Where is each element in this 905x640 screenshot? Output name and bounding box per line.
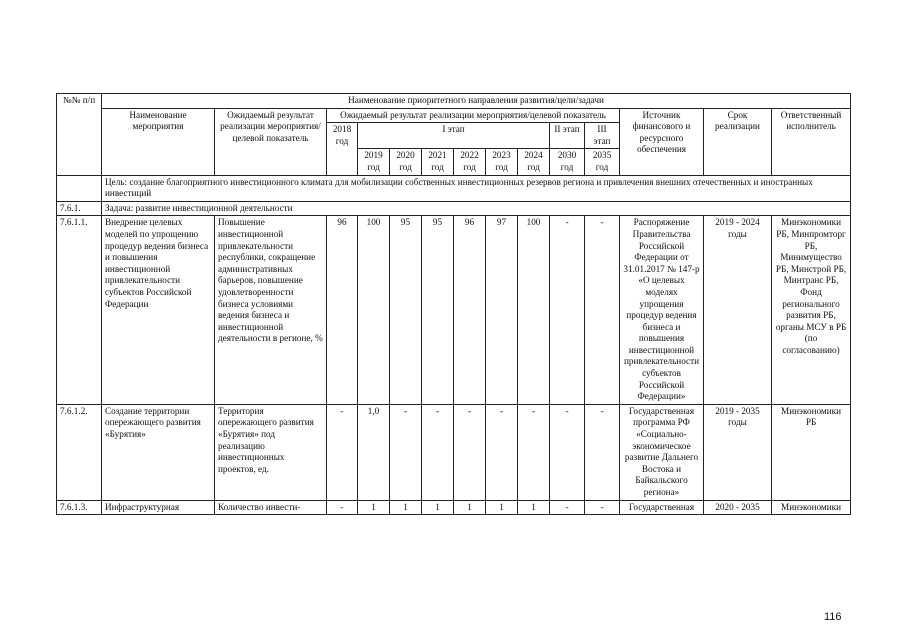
row-value: 1 [518, 500, 550, 515]
row-value: 100 [518, 216, 550, 405]
row-value: 1 [422, 500, 454, 515]
row-value: 95 [390, 216, 422, 405]
row-result: Территория опережающего развития «Бурятия» под реализацию инвестиционных проектов, ед. [215, 404, 327, 500]
header-expected-by-stage: Ожидаемый результат реализации мероприятия/целевой показатель [327, 108, 620, 123]
row-value: 96 [454, 216, 486, 405]
row-num: 7.6.1.2. [57, 404, 102, 500]
header-year: 2022 год [454, 149, 486, 175]
header-expected-result: Ожидаемый результат реализации мероприятия/целевой показатель [215, 108, 327, 175]
row-value: 95 [422, 216, 454, 405]
table-row [57, 500, 851, 515]
header-year: 2020 год [390, 149, 422, 175]
row-responsible: Минэкономики [772, 500, 851, 515]
header-year: 2019 год [358, 149, 390, 175]
header-year: 2021 год [422, 149, 454, 175]
row-value: - [585, 216, 620, 405]
row-responsible: Минэкономики РБ [772, 404, 851, 500]
goal-row [57, 175, 851, 201]
goal-num-cell [57, 175, 102, 201]
row-value: 96 [327, 216, 358, 405]
header-term: Срок реализации [704, 108, 772, 175]
row-source: Государственная [620, 500, 704, 515]
header-source: Источник финансового и ресурсного обеспечения [620, 108, 704, 175]
header-year: 2035 год [585, 149, 620, 175]
row-value: 97 [486, 216, 518, 405]
row-value: - [422, 404, 454, 500]
row-value: 1 [390, 500, 422, 515]
header-row-1 [57, 94, 851, 109]
header-year-2018: 2018 год [327, 123, 358, 175]
page-number: 116 [824, 611, 842, 623]
table-row [57, 216, 851, 405]
row-value: - [550, 500, 585, 515]
header-event-name: Наименование мероприятия [102, 108, 215, 175]
header-stage-1: I этап [358, 123, 550, 149]
header-num: №№ п/п [57, 94, 102, 176]
row-num: 7.6.1.1. [57, 216, 102, 405]
header-stage-2: II этап [550, 123, 585, 149]
row-term: 2019 - 2024 годы [704, 216, 772, 405]
row-event-name: Создание территории опережающего развития «Бурятия» [102, 404, 215, 500]
goal-text: Цель: создание благоприятного инвестиционного климата для мобилизации собственных инвестиционных резервов региона и привлечения внешних отечественных и иностранных инвестиций [102, 175, 851, 201]
row-value: 1 [486, 500, 518, 515]
row-value: 1 [358, 500, 390, 515]
header-year: 2023 год [486, 149, 518, 175]
row-value: - [518, 404, 550, 500]
row-value: - [327, 500, 358, 515]
header-row-2 [57, 108, 851, 123]
header-stage-3: III этап [585, 123, 620, 149]
row-value: - [327, 404, 358, 500]
row-value: - [550, 216, 585, 405]
row-value: - [585, 404, 620, 500]
row-result: Количество инвести- [215, 500, 327, 515]
row-term: 2019 - 2035 годы [704, 404, 772, 500]
row-value: - [390, 404, 422, 500]
row-term: 2020 - 2035 [704, 500, 772, 515]
row-value: - [486, 404, 518, 500]
header-direction: Наименование приоритетного направления развития/цели/задачи [102, 94, 851, 109]
header-year: 2024 год [518, 149, 550, 175]
row-responsible: Минэкономики РБ, Минпромторг РБ, Минимущество РБ, Минстрой РБ, Минтранс РБ, Фонд регионального развития РБ, органы МСУ в РБ (по согласованию) [772, 216, 851, 405]
table-row [57, 404, 851, 500]
row-num: 7.6.1.3. [57, 500, 102, 515]
row-value: 1,0 [358, 404, 390, 500]
row-event-name: Инфраструктурная [102, 500, 215, 515]
row-value: 100 [358, 216, 390, 405]
task-row [57, 201, 851, 216]
row-event-name: Внедрение целевых моделей по упрощению процедур ведения бизнеса и повышения инвестиционной привлекательности субъектов Российской Федерации [102, 216, 215, 405]
strategy-table [56, 93, 851, 515]
header-year: 2030 год [550, 149, 585, 175]
row-value: 1 [454, 500, 486, 515]
row-value: - [585, 500, 620, 515]
header-responsible: Ответственный исполнитель [772, 108, 851, 175]
row-value: - [550, 404, 585, 500]
row-result: Повышение инвестиционной привлекательности республики, сокращение административных барьеров, повышение удовлетворенности бизнеса условиями ведения бизнеса и инвестиционной деятельности в регионе, % [215, 216, 327, 405]
task-num: 7.6.1. [57, 201, 102, 216]
row-value: - [454, 404, 486, 500]
row-source: Распоряжение Правительства Российской Федерации от 31.01.2017 № 147-р «О целевых моделях упрощения процедур ведения бизнеса и повышения инвестиционной привлекательности субъектов Российской Федерации» [620, 216, 704, 405]
task-text: Задача: развитие инвестиционной деятельности [102, 201, 851, 216]
row-source: Государственная программа РФ «Социально-экономическое развитие Дальнего Востока и Байкальского региона» [620, 404, 704, 500]
